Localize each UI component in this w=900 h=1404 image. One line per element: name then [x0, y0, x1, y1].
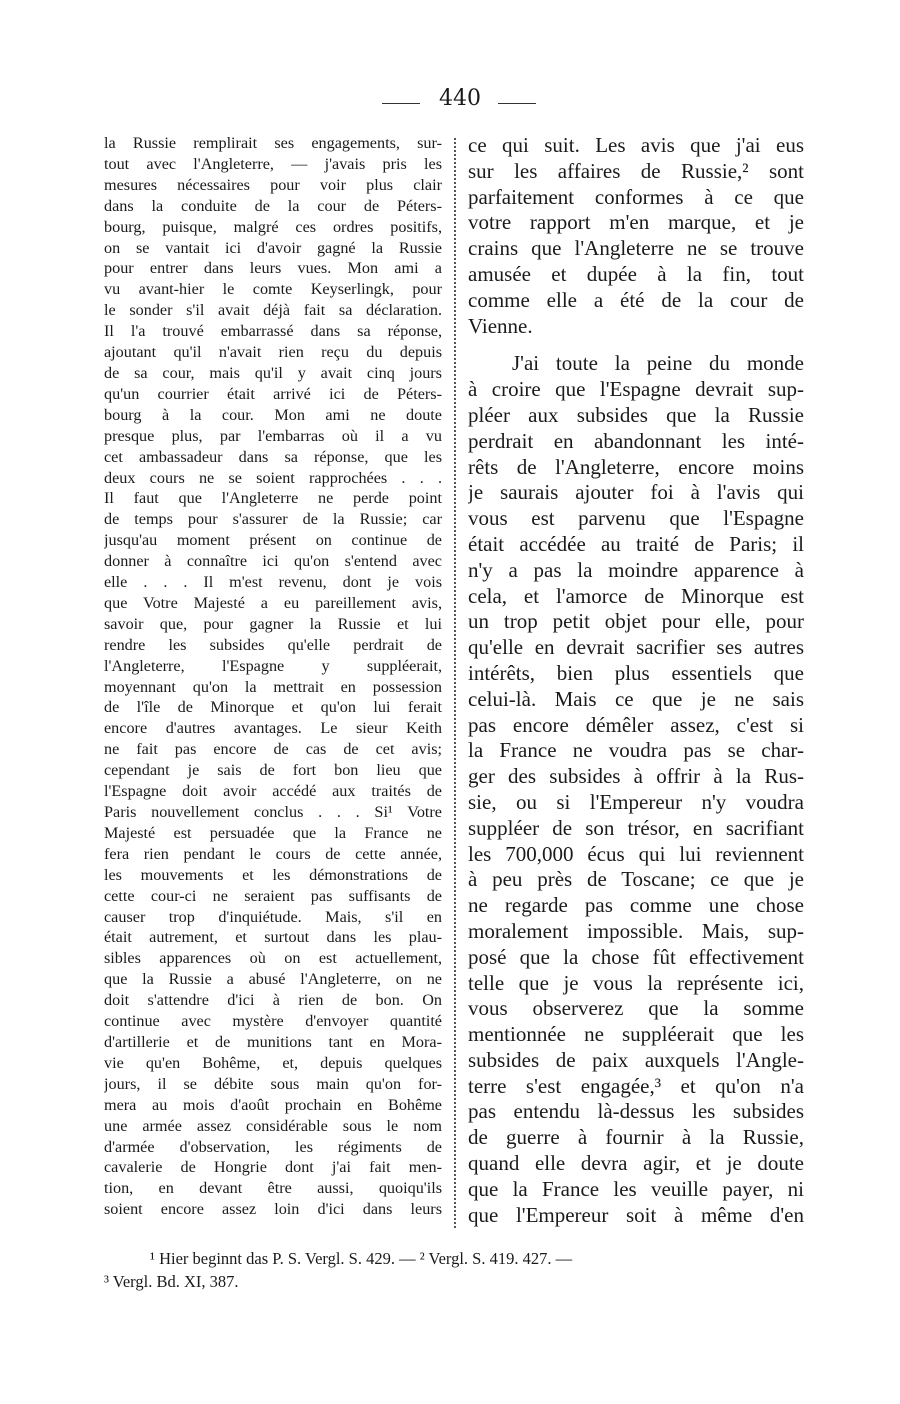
text-line: bourg à la cour. Mon ami ne doute: [104, 405, 442, 424]
header-rule-left: [382, 103, 420, 104]
text-line: donner à connaître ici qu'on s'entend avec: [104, 552, 442, 571]
text-line: cette cour-ci ne seraient pas suffisants de: [104, 886, 442, 905]
paragraph-gap: [468, 339, 804, 351]
text-line: pas entendu là-dessus les subsides: [468, 1099, 804, 1124]
text-line: ne fait pas encore de cas de cet avis;: [104, 740, 442, 759]
text-line: cet ambassadeur dans sa réponse, que les: [104, 447, 442, 466]
text-line: mentionnée ne suppléerait que les: [468, 1022, 804, 1047]
text-line: subsides de paix auxquels l'Angle-: [468, 1047, 804, 1072]
text-line: vous observerez que la somme: [468, 996, 804, 1021]
text-line: cela, et l'amorce de Minorque est: [468, 583, 804, 608]
text-line: Il faut que l'Angleterre ne perde point: [104, 489, 442, 508]
text-line: tion, en devant être aussi, quoiqu'ils: [104, 1179, 442, 1198]
text-line: sur les affaires de Russie,² sont: [468, 158, 804, 183]
text-line: que Votre Majesté a eu pareillement avis,: [104, 593, 442, 612]
text-line: celui-là. Mais ce que je ne sais: [468, 686, 804, 711]
page-number: 440: [439, 86, 481, 111]
text-line: on se vantait ici d'avoir gagné la Russie: [104, 238, 442, 257]
text-line: J'ai toute la peine du monde: [512, 351, 804, 376]
text-line: fera rien pendant le cours de cette année,: [104, 844, 442, 863]
text-line: les mouvements et les démonstrations de: [104, 865, 442, 884]
text-line: n'y a pas la moindre apparence à: [468, 557, 804, 582]
text-line: cavalerie de Hongrie dont j'ai fait men-: [104, 1158, 442, 1177]
text-line: était accédée au traité de Paris; il: [468, 531, 804, 556]
text-line: de temps pour s'assurer de la Russie; car: [104, 510, 442, 529]
text-line: quand elle devra agir, et je doute: [468, 1151, 804, 1176]
text-line: sie, ou si l'Empereur n'y voudra: [468, 789, 804, 814]
page-header: [0, 86, 900, 120]
text-line: pléer aux subsides que la Russie: [468, 402, 804, 427]
text-line: de guerre à fournir à la Russie,: [468, 1125, 804, 1150]
text-line: telle que je vous la représente ici,: [468, 970, 804, 995]
footnotes: [104, 1247, 804, 1293]
text-line: deux cours ne se soient rapprochées . . .: [104, 468, 442, 487]
text-line: un trop petit objet pour elle, pour: [468, 609, 804, 634]
footnote-line: ³ Vergl. Bd. XI, 387.: [104, 1272, 239, 1291]
text-line: intérêts, bien plus essentiels que: [468, 660, 804, 685]
text-line: Majesté est persuadée que la France ne: [104, 823, 442, 842]
text-line: perdrait en abandonnant les inté-: [468, 428, 804, 453]
text-line: tout avec l'Angleterre, — j'avais pris les: [104, 154, 442, 173]
text-line: moralement impossible. Mais, sup-: [468, 918, 804, 943]
text-line: presque plus, par l'embarras où il a vu: [104, 426, 442, 445]
text-line: de sa cour, mais qu'il y avait cinq jours: [104, 363, 442, 382]
text-line: soient encore assez loin d'ici dans leurs: [104, 1200, 442, 1219]
text-line: crains que l'Angleterre ne se trouve: [468, 236, 804, 261]
text-line: Vienne.: [468, 313, 533, 338]
text-line: la Russie remplirait ses engagements, sur-: [104, 134, 442, 152]
text-line: ger des subsides à offrir à la Rus-: [468, 764, 804, 789]
text-line: d'artillerie et de munitions tant en Mora-: [104, 1032, 442, 1051]
text-line: jours, il se débite sous main qu'on for-: [104, 1074, 442, 1093]
footnote-line: ¹ Hier beginnt das P. S. Vergl. S. 429. — ² Vergl. S. 419. 427. —: [150, 1249, 573, 1268]
text-line: encore d'autres avantages. Le sieur Keith: [104, 719, 442, 738]
text-line: rendre les subsides qu'elle perdrait de: [104, 635, 442, 654]
text-line: pour entrer dans leurs vues. Mon ami a: [104, 259, 442, 278]
text-line: rêts de l'Angleterre, encore moins: [468, 454, 804, 479]
text-line: ce qui suit. Les avis que j'ai eus: [468, 133, 804, 157]
text-line: savoir que, pour gagner la Russie et lui: [104, 614, 442, 633]
text-line: bourg, puisque, malgré ces ordres positifs,: [104, 217, 442, 236]
text-line: mesures nécessaires pour voir plus clair: [104, 175, 442, 194]
text-line: jusqu'au moment présent on continue de: [104, 531, 442, 550]
text-line: cependant je sais de fort bon lieu que: [104, 761, 442, 780]
text-line: l'Espagne doit avoir accédé aux traités de: [104, 782, 442, 801]
text-line: une armée assez considérable sous le nom: [104, 1116, 442, 1135]
text-line: vous est parvenu que l'Espagne: [468, 506, 804, 531]
text-line: était autrement, et surtout dans les plau-: [104, 928, 442, 947]
text-line: à peu près de Toscane; ce que je: [468, 867, 804, 892]
text-line: posé que la chose fût effectivement: [468, 944, 804, 969]
text-line: de l'île de Minorque et qu'on lui ferait: [104, 698, 442, 717]
text-line: mera au mois d'août prochain en Bohême: [104, 1095, 442, 1114]
text-line: moyennant qu'on la mettrait en possession: [104, 677, 442, 696]
text-line: sibles apparences où on est actuellement,: [104, 949, 442, 968]
text-line: dans la conduite de la cour de Péters-: [104, 196, 442, 215]
right-column-text: [468, 133, 804, 1228]
text-line: elle . . . Il m'est revenu, dont je vois: [104, 573, 442, 592]
text-line: je saurais ajouter foi à l'avis qui: [468, 480, 804, 505]
text-line: d'armée d'observation, les régiments de: [104, 1137, 442, 1156]
text-line: Il l'a trouvé embarrassé dans sa réponse,: [104, 322, 442, 341]
text-line: le sonder s'il avait déjà fait sa déclaration.: [104, 301, 442, 320]
text-line: que l'Empereur soit à même d'en: [468, 1202, 804, 1227]
text-line: causer trop d'inquiétude. Mais, s'il en: [104, 907, 442, 926]
text-line: continue avec mystère d'envoyer quantité: [104, 1012, 442, 1031]
text-line: à croire que l'Espagne devrait sup-: [468, 377, 804, 402]
text-line: Paris nouvellement conclus . . . Si¹ Votre: [104, 803, 442, 821]
text-line: amusée et dupée à la fin, tout: [468, 261, 804, 286]
text-line: parfaitement conformes à ce que: [468, 184, 804, 209]
header-rule-right: [498, 103, 536, 104]
text-line: votre rapport m'en marque, et je: [468, 210, 804, 235]
text-line: pas encore démêler assez, c'est si: [468, 712, 804, 737]
text-line: vie qu'en Bohême, et, depuis quelques: [104, 1053, 442, 1072]
column-divider: [454, 138, 456, 1228]
text-line: comme elle a été de la cour de: [468, 287, 804, 312]
text-line: ajoutant qu'il n'avait rien reçu du depuis: [104, 343, 442, 362]
text-line: que la Russie a abusé l'Angleterre, on ne: [104, 970, 442, 989]
text-line: la France ne voudra pas se char-: [468, 738, 804, 763]
left-column-text: [104, 133, 442, 1220]
text-line: l'Angleterre, l'Espagne y suppléerait,: [104, 656, 442, 675]
text-line: doit s'attendre d'ici à rien de bon. On: [104, 991, 442, 1010]
text-line: suppléer de son trésor, en sacrifiant: [468, 815, 804, 840]
text-line: vu avant-hier le comte Keyserlingk, pour: [104, 280, 442, 299]
text-line: qu'un courrier était arrivé ici de Péters-: [104, 384, 442, 403]
text-line: les 700,000 écus qui lui reviennent: [468, 841, 804, 866]
text-line: terre s'est engagée,³ et qu'on n'a: [468, 1073, 804, 1098]
text-line: qu'elle en devrait sacrifier ses autres: [468, 635, 804, 660]
text-line: ne regarde pas comme une chose: [468, 893, 804, 918]
text-line: que la France les veuille payer, ni: [468, 1176, 804, 1201]
